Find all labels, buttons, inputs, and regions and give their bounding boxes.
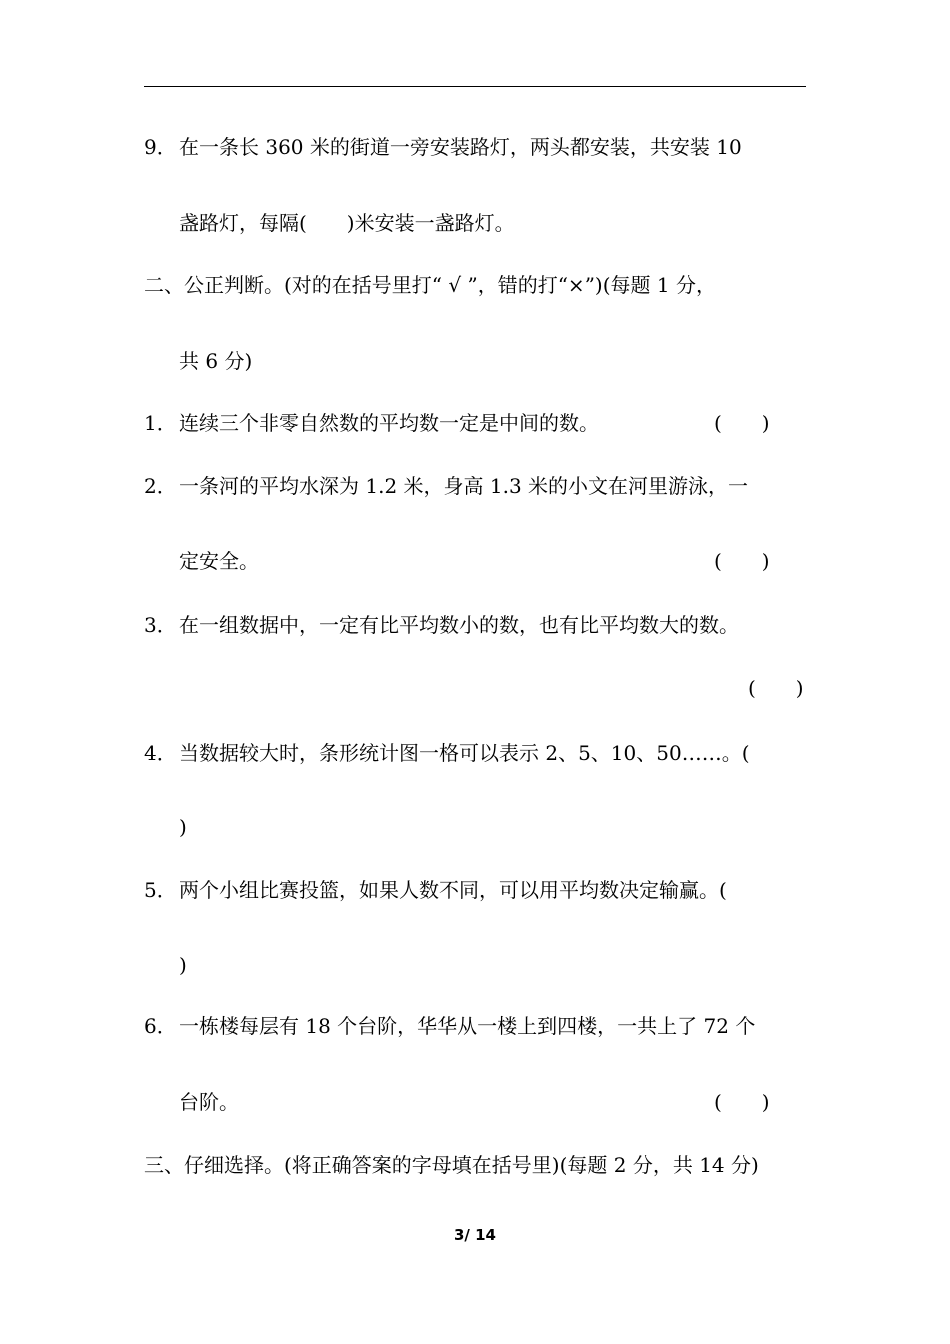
judgment-item-3 (144, 612, 806, 638)
section2-title-cont: 共 6 分) (179, 349, 253, 373)
judgment-item-2-cont: 定安全。 (179, 549, 259, 573)
item-text: 当数据较大时，条形统计图一格可以表示 2、5、10、50……。( (179, 741, 750, 765)
judgment-item-2 (144, 473, 806, 499)
q9-text: 在一条长 360 米的街道一旁安装路灯，两头都安装，共安装 10 (179, 135, 742, 159)
answer-paren-6: ( ) (714, 1090, 770, 1114)
section3-title: 三、仔细选择。(将正确答案的字母填在括号里)(每题 2 分，共 14 分) (144, 1153, 759, 1177)
answer-paren-2: ( ) (714, 549, 770, 573)
judgment-item-5 (144, 877, 806, 903)
item-number: 4． (144, 741, 177, 765)
judgment-item-6-cont: 台阶。 (179, 1090, 239, 1114)
answer-paren-3: ( ) (748, 676, 804, 700)
item-number: 1． (144, 411, 177, 435)
item-number: 6． (144, 1014, 177, 1038)
q9-line1 (144, 134, 806, 160)
header-rule (144, 86, 806, 87)
item-text: 一条河的平均水深为 1.2 米，身高 1.3 米的小文在河里游泳，一 (179, 474, 749, 498)
judgment-item-4-cont: ) (179, 815, 187, 839)
item-number: 2． (144, 474, 177, 498)
page-number: 3/ 14 (453, 1226, 496, 1244)
q9-line2: 盏路灯，每隔( )米安装一盏路灯。 (179, 211, 515, 235)
item-text: 两个小组比赛投篮，如果人数不同，可以用平均数决定输赢。( (179, 878, 727, 902)
judgment-item-6 (144, 1013, 806, 1039)
judgment-item-4 (144, 740, 806, 766)
answer-paren-1: ( ) (714, 411, 770, 435)
q9-number: 9． (144, 135, 177, 159)
item-text: 一栋楼每层有 18 个台阶，华华从一楼上到四楼，一共上了 72 个 (179, 1014, 756, 1038)
item-number: 5． (144, 878, 177, 902)
judgment-item-5-cont: ) (179, 953, 187, 977)
judgment-item-1 (144, 410, 806, 436)
item-text: 在一组数据中，一定有比平均数小的数，也有比平均数大的数。 (179, 613, 739, 637)
item-text: 连续三个非零自然数的平均数一定是中间的数。 (179, 411, 599, 435)
item-number: 3． (144, 613, 177, 637)
section2-title: 二、公正判断。(对的在括号里打“ √ ”，错的打“×”)(每题 1 分， (144, 273, 716, 297)
